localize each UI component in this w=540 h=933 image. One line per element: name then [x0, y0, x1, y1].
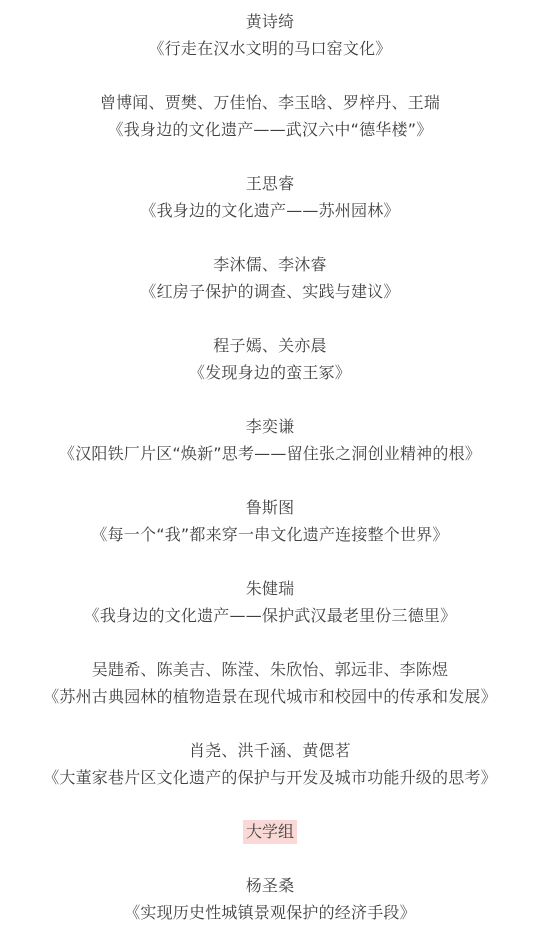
entry-authors: 李奕谦 — [245, 417, 295, 436]
entry-1 — [0, 8, 540, 62]
entry-title: 《我身边的文化遗产——武汉六中“德华楼”》 — [107, 120, 433, 139]
entry-authors: 鲁斯图 — [245, 498, 295, 517]
section-label-university — [0, 820, 540, 844]
entry-title: 《我身边的文化遗产——保护武汉最老里份三德里》 — [83, 606, 457, 625]
entry-11 — [0, 872, 540, 926]
entry-title: 《汉阳铁厂片区“焕新”思考——留住张之洞创业精神的根》 — [59, 444, 481, 463]
entry-title: 《每一个“我”都来穿一串文化遗产连接整个世界》 — [91, 525, 449, 544]
entry-title: 《苏州古典园林的植物造景在现代城市和校园中的传承和发展》 — [43, 687, 497, 706]
entry-title: 《我身边的文化遗产——苏州园林》 — [140, 201, 400, 220]
entry-authors: 朱健瑞 — [245, 579, 295, 598]
entry-10 — [0, 737, 540, 791]
entry-4 — [0, 251, 540, 305]
entry-6 — [0, 413, 540, 467]
entry-3 — [0, 170, 540, 224]
entry-8 — [0, 575, 540, 629]
entry-authors: 吴韪希、陈美吉、陈滢、朱欣怡、郭远非、李陈煜 — [91, 660, 449, 679]
entry-authors: 程子嫣、关亦晨 — [213, 336, 327, 355]
entry-authors: 李沐儒、李沐睿 — [213, 255, 327, 274]
entry-5 — [0, 332, 540, 386]
entry-authors: 王思睿 — [245, 174, 295, 193]
entry-title: 《行走在汉水文明的马口窑文化》 — [148, 39, 392, 58]
entry-authors: 肖尧、洪千涵、黄偲茗 — [188, 741, 351, 760]
entry-title: 《红房子保护的调查、实践与建议》 — [140, 282, 400, 301]
entry-authors: 曾博闻、贾樊、万佳怡、李玉晗、罗梓丹、王瑞 — [99, 93, 441, 112]
entry-authors: 黄诗绮 — [245, 12, 295, 31]
entry-2 — [0, 89, 540, 143]
entry-title: 《实现历史性城镇景观保护的经济手段》 — [124, 903, 416, 922]
entry-title: 《大董家巷片区文化遗产的保护与开发及城市功能升级的思考》 — [43, 768, 497, 787]
entry-7 — [0, 494, 540, 548]
entry-authors: 杨圣桑 — [245, 876, 295, 895]
entry-9 — [0, 656, 540, 710]
section-label-text: 大学组 — [243, 820, 297, 844]
entry-title: 《发现身边的蛮王冢》 — [188, 363, 351, 382]
